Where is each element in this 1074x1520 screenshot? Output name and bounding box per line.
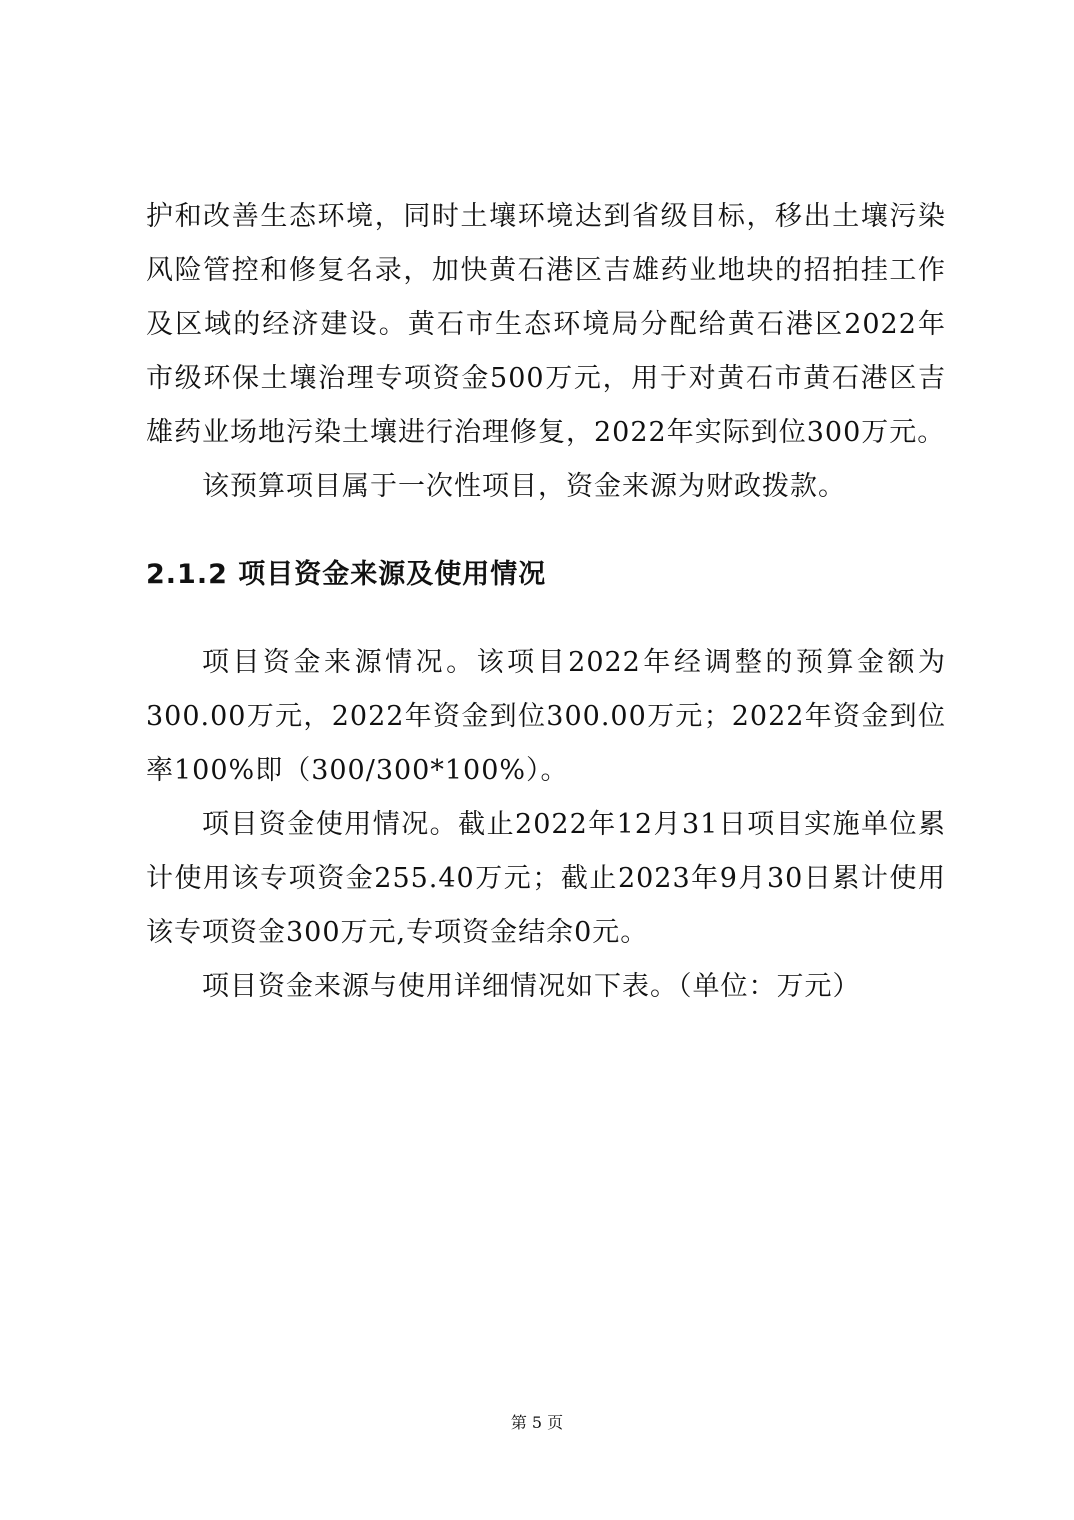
paragraph-environment-goals: 护和改善生态环境，同时土壤环境达到省级目标，移出土壤污染风险管控和修复名录，加快黄石港区吉雄药业地块的招拍挂工作及区域的经济建设。黄石市生态环境局分配给黄石港区2022年市级环保土壤治理专项资金500万元，用于对黄石市黄石港区吉雄药业场地污染土壤进行治理修复，2022年实际到位300万元。	[146, 201, 946, 448]
page-number: 第 5 页	[510, 1413, 564, 1432]
section-heading: 2.1.2 项目资金来源及使用情况	[146, 559, 547, 590]
document-body	[146, 190, 946, 1014]
paragraph-fund-usage: 项目资金使用情况。截止2022年12月31日项目实施单位累计使用该专项资金255.40万元；截止2023年9月30日累计使用该专项资金300万元,专项资金结余0元。	[146, 809, 946, 948]
paragraph-fund-source: 项目资金来源情况。该项目2022年经调整的预算金额为300.00万元，2022年资金到位300.00万元；2022年资金到位率100%即（300/300*100%）。	[146, 647, 946, 786]
paragraph-table-intro: 项目资金来源与使用详细情况如下表。（单位：万元）	[202, 971, 861, 1002]
paragraph-funding-type: 该预算项目属于一次性项目，资金来源为财政拨款。	[202, 471, 846, 502]
